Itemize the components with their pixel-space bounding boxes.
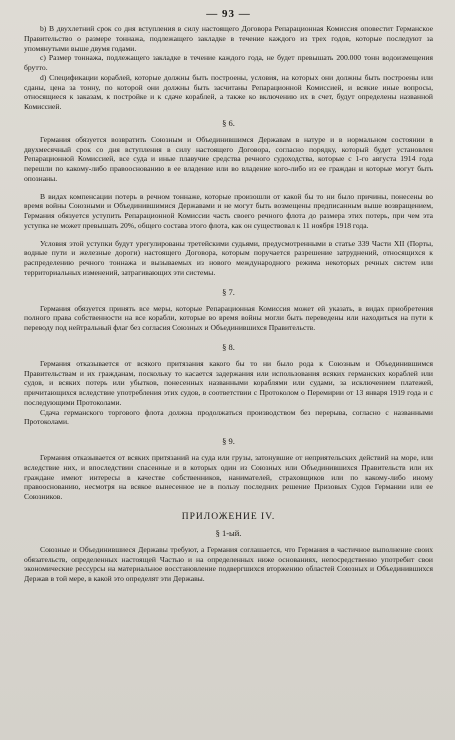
section-heading-appendix-1: § 1-ый. [215, 527, 242, 538]
paragraph-6-2: В видах компенсации потерь в речном тоннаже, которые произошли от какой бы то ни было причины, понесены во время войны Союзными и Объединившимися Державами и не могут быть возмещены предписанным выше возвращением, Германия обязуется уступить Репарационной Комиссии часть своего речного флота до размера этих потерь, при чем эта уступка не может превышать 20%, общего состава этого флота, как он существовал к 11 ноября 1918 года. [24, 191, 433, 230]
paragraph-6-3: Условия этой уступки будут урегулированы третейскими судьями, предусмотренными в статье 339 Части XII (Порты, водные пути и железные дороги) настоящего Договора, которым поручается разрешение затруднений, относящихся к распределению речного тоннажа и вызываемых из нового международного режима некоторых речных систем или территориальных изменений, затрагивающих эти системы. [24, 238, 433, 277]
page-number: — 93 — [206, 8, 251, 20]
paragraph-d: d) Спецификации кораблей, которые должны быть построены, условия, на которых они должны быть построены или сданы, цена за тонну, по которой они должны быть засчитаны Репарационной Комиссией, и всякие иные вопросы, относящиеся к заказам, к постройке и к сдаче кораблей, а также ко включению их в счет, будут определены названной Комиссией. [24, 72, 433, 111]
paragraph-b: b) В двухлетний срок со дня вступления в силу настоящего Договора Репарационная Комиссия оповестит Германское Правительство о размере тоннажа, подлежащего закладке в течение каждого из трех годов, которые последуют за упомянутыми выше двумя годами. [24, 24, 433, 53]
paragraph-7-1: Германия обязуется принять все меры, которые Репарационная Комиссия может ей указать, в видах приобретения полного права собственности на все корабли, которые во время войны могли быть переведены или находиться на пути к переводу под нейтральный флаг без согласия Союзных и Объединившихся Правительств. [24, 303, 433, 332]
paragraph-8-2: Сдача германского торгового флота должна продолжаться производством без перерыва, согласно с названными Протоколами. [24, 407, 433, 427]
appendix-title: ПРИЛОЖЕНИЕ IV. [181, 511, 276, 522]
section-heading-8: § 8. [222, 341, 235, 352]
paragraph-9-1: Германия отказывается от всяких притязаний на суда или грузы, затонувшие от неприятельских действий на море, или вследствие них, и впоследствии спасенные и в которых один из Союзных или Объединившихся Правительств или их граждане имеют интересы в качестве собственников, нанимателей, страховщиков или по какому-либо иному правооснованию, несмотря на всякое вынесенное не в пользу последних решение Призовых Судов Германии или ее Союзников. [24, 453, 433, 501]
paragraph-8-1: Германия отказывается от всякого притязания какого бы то ни было рода к Союзным и Объединившимся Правительствам и их гражданам, поскольку то касается задержания или использования всяких германских кораблей или судов, и всяких потерь или убытков, понесенных названными кораблями или судами, за исключением платежей, причитающихся вследствие употребления этих судов, в соответствии с Протоколом о Перемирии от 13 января 1919 года и с последующими Протоколами. [24, 358, 433, 407]
paragraph-appendix-1: Союзные и Объединившиеся Державы требуют, а Германия соглашается, что Германия в частичное выполнение своих обязательств, определенных настоящей Частью и на определенных ниже основаниях, непосредственно употребит свои экономические рессурсы на материальное восстановление подвергшихся вторжению областей Союзных и Объединившихся Держав в той мере, в какой это определят эти Державы. [24, 544, 433, 583]
section-heading-6: § 6. [222, 117, 235, 128]
section-heading-7: § 7. [222, 286, 235, 297]
paragraph-6-1: Германия обязуется возвратить Союзным и Объединившимся Державам в натуре и в нормальном состоянии в двухмесячный срок со дня вступления в силу настоящего Договора, согласно порядку, который будет установлен Репарационной Комиссией, все суда и иные плавучие средства речного судоходства, которые с 1-го августа 1914 года перешли по какому-либо правооснованию в ее владение или во владение кого-либо из ее граждан и которые могут быть опознаны. [24, 134, 433, 183]
paragraph-c: c) Размер тоннажа, подлежащего закладке в течение каждого года, не будет превышать 200.000 тонн водоизмещения брутто. [24, 53, 433, 72]
section-heading-9: § 9. [222, 436, 235, 446]
